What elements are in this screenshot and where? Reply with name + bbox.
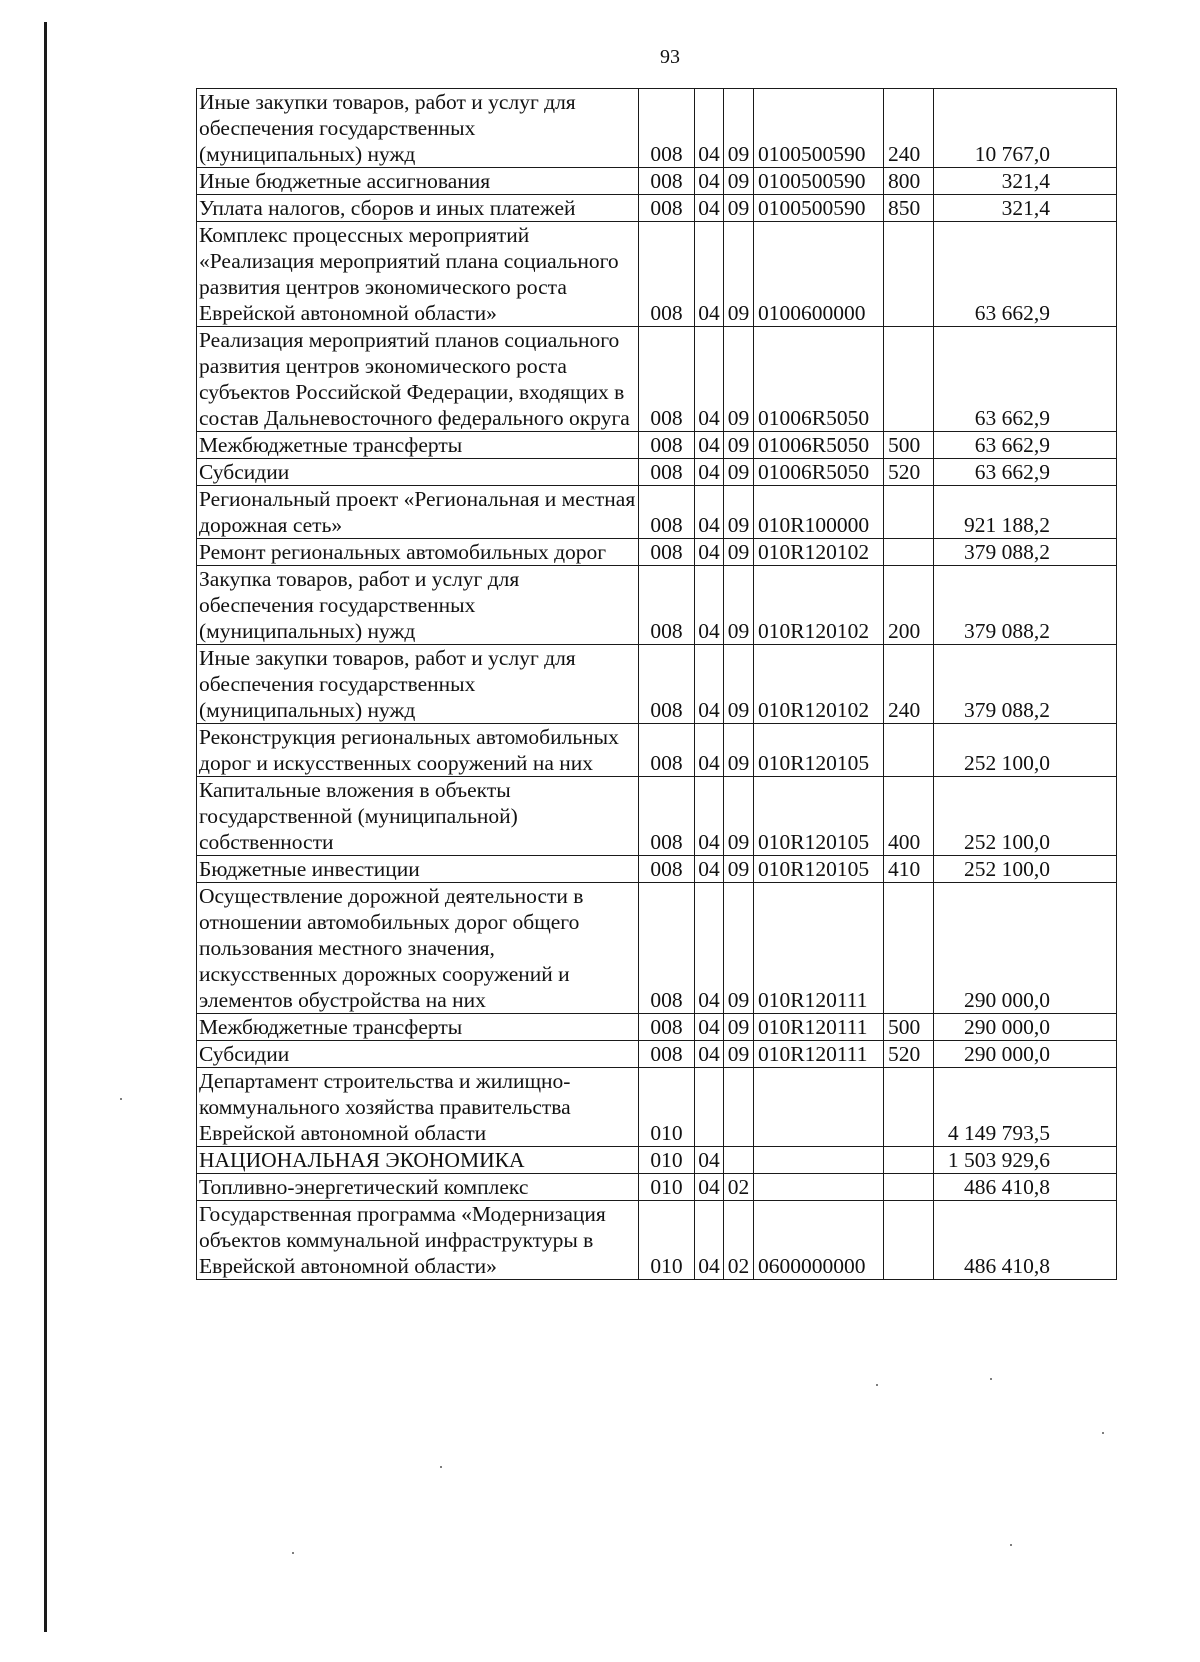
cell-ministry: 008 [639, 327, 695, 432]
cell-expense-type [884, 486, 934, 539]
cell-expense-type: 520 [884, 459, 934, 486]
cell-target-code: 0100500590 [754, 168, 884, 195]
cell-amount: 486 410,8 [934, 1174, 1117, 1201]
cell-name: Бюджетные инвестиции [197, 856, 639, 883]
cell-subsection: 09 [724, 777, 754, 856]
binding-margin-line [44, 22, 47, 1632]
table-row [197, 1147, 1117, 1174]
cell-target-code: 0100500590 [754, 195, 884, 222]
cell-target-code: 010R120102 [754, 566, 884, 645]
cell-expense-type [884, 222, 934, 327]
cell-subsection: 09 [724, 195, 754, 222]
cell-target-code: 0600000000 [754, 1201, 884, 1280]
table-row [197, 566, 1117, 645]
table-row [197, 539, 1117, 566]
cell-subsection: 09 [724, 486, 754, 539]
cell-expense-type [884, 327, 934, 432]
table-row [197, 195, 1117, 222]
scan-speck [292, 1552, 294, 1554]
cell-name: Субсидии [197, 459, 639, 486]
budget-table [196, 88, 1117, 1280]
cell-target-code: 01006R5050 [754, 327, 884, 432]
cell-subsection: 09 [724, 566, 754, 645]
cell-ministry: 008 [639, 883, 695, 1014]
cell-name: НАЦИОНАЛЬНАЯ ЭКОНОМИКА [197, 1147, 639, 1174]
cell-section: 04 [695, 1174, 724, 1201]
cell-amount: 252 100,0 [934, 777, 1117, 856]
cell-section: 04 [695, 777, 724, 856]
cell-ministry: 008 [639, 168, 695, 195]
cell-name: Топливно-энергетический комплекс [197, 1174, 639, 1201]
table-row [197, 432, 1117, 459]
table-row [197, 645, 1117, 724]
cell-subsection: 09 [724, 89, 754, 168]
table-row [197, 1174, 1117, 1201]
cell-amount: 10 767,0 [934, 89, 1117, 168]
cell-section: 04 [695, 222, 724, 327]
cell-subsection: 09 [724, 432, 754, 459]
cell-ministry: 008 [639, 566, 695, 645]
cell-ministry: 008 [639, 777, 695, 856]
scan-speck [120, 1098, 122, 1100]
table-row [197, 883, 1117, 1014]
cell-section: 04 [695, 1201, 724, 1280]
cell-ministry: 008 [639, 1014, 695, 1041]
cell-expense-type: 500 [884, 432, 934, 459]
cell-section: 04 [695, 432, 724, 459]
table-row [197, 1068, 1117, 1147]
table-row [197, 1014, 1117, 1041]
cell-section: 04 [695, 1014, 724, 1041]
cell-target-code: 0100600000 [754, 222, 884, 327]
cell-name: Региональный проект «Региональная и местная дорожная сеть» [197, 486, 639, 539]
cell-section: 04 [695, 539, 724, 566]
table-row [197, 168, 1117, 195]
cell-subsection: 02 [724, 1174, 754, 1201]
cell-section: 04 [695, 1041, 724, 1068]
cell-section: 04 [695, 1147, 724, 1174]
cell-name: Реализация мероприятий планов социального развития центров экономического роста субъектов Российской Федерации, входящих в состав Дальневосточного федерального округа [197, 327, 639, 432]
scan-speck [1102, 1432, 1104, 1434]
cell-target-code: 010R120105 [754, 856, 884, 883]
cell-amount: 63 662,9 [934, 432, 1117, 459]
scan-speck [990, 1378, 992, 1380]
cell-expense-type [884, 1201, 934, 1280]
cell-expense-type: 200 [884, 566, 934, 645]
cell-amount: 63 662,9 [934, 327, 1117, 432]
cell-expense-type: 850 [884, 195, 934, 222]
cell-name: Государственная программа «Модернизация объектов коммунальной инфраструктуры в Еврейской автономной области» [197, 1201, 639, 1280]
cell-name: Уплата налогов, сборов и иных платежей [197, 195, 639, 222]
cell-ministry: 008 [639, 195, 695, 222]
cell-section: 04 [695, 645, 724, 724]
cell-ministry: 010 [639, 1201, 695, 1280]
cell-target-code: 010R120111 [754, 1014, 884, 1041]
cell-ministry: 010 [639, 1068, 695, 1147]
scan-speck [876, 1384, 878, 1386]
cell-subsection: 09 [724, 645, 754, 724]
cell-target-code: 010R100000 [754, 486, 884, 539]
cell-expense-type: 240 [884, 89, 934, 168]
cell-section: 04 [695, 856, 724, 883]
cell-name: Капитальные вложения в объекты государственной (муниципальной) собственности [197, 777, 639, 856]
cell-section: 04 [695, 89, 724, 168]
cell-target-code [754, 1174, 884, 1201]
cell-amount: 1 503 929,6 [934, 1147, 1117, 1174]
cell-subsection: 09 [724, 222, 754, 327]
cell-target-code: 010R120111 [754, 883, 884, 1014]
cell-expense-type: 500 [884, 1014, 934, 1041]
cell-name: Департамент строительства и жилищно-коммунального хозяйства правительства Еврейской автономной области [197, 1068, 639, 1147]
table-body [197, 89, 1117, 1280]
cell-amount: 252 100,0 [934, 856, 1117, 883]
cell-amount: 290 000,0 [934, 1041, 1117, 1068]
table-row [197, 1041, 1117, 1068]
cell-name: Субсидии [197, 1041, 639, 1068]
cell-section: 04 [695, 327, 724, 432]
cell-amount: 379 088,2 [934, 566, 1117, 645]
cell-expense-type: 240 [884, 645, 934, 724]
cell-target-code: 0100500590 [754, 89, 884, 168]
cell-expense-type: 520 [884, 1041, 934, 1068]
cell-expense-type: 410 [884, 856, 934, 883]
cell-target-code [754, 1068, 884, 1147]
cell-amount: 321,4 [934, 168, 1117, 195]
table-row [197, 222, 1117, 327]
cell-amount: 4 149 793,5 [934, 1068, 1117, 1147]
table-row [197, 724, 1117, 777]
cell-amount: 63 662,9 [934, 222, 1117, 327]
cell-amount: 379 088,2 [934, 539, 1117, 566]
table-row [197, 856, 1117, 883]
cell-amount: 379 088,2 [934, 645, 1117, 724]
table-row [197, 89, 1117, 168]
table-row [197, 777, 1117, 856]
cell-name: Иные бюджетные ассигнования [197, 168, 639, 195]
cell-target-code [754, 1147, 884, 1174]
cell-expense-type [884, 1174, 934, 1201]
cell-amount: 486 410,8 [934, 1201, 1117, 1280]
cell-expense-type: 800 [884, 168, 934, 195]
cell-subsection: 09 [724, 1014, 754, 1041]
cell-target-code: 01006R5050 [754, 432, 884, 459]
cell-ministry: 008 [639, 222, 695, 327]
cell-subsection [724, 1147, 754, 1174]
cell-section: 04 [695, 168, 724, 195]
cell-subsection: 09 [724, 539, 754, 566]
page-number: 93 [660, 46, 680, 68]
cell-ministry: 008 [639, 856, 695, 883]
table-row [197, 1201, 1117, 1280]
cell-subsection [724, 1068, 754, 1147]
cell-ministry: 010 [639, 1147, 695, 1174]
cell-section: 04 [695, 883, 724, 1014]
cell-section: 04 [695, 566, 724, 645]
cell-amount: 252 100,0 [934, 724, 1117, 777]
cell-amount: 321,4 [934, 195, 1117, 222]
table-row [197, 486, 1117, 539]
cell-subsection: 09 [724, 724, 754, 777]
cell-name: Межбюджетные трансферты [197, 1014, 639, 1041]
cell-ministry: 008 [639, 432, 695, 459]
cell-section: 04 [695, 195, 724, 222]
cell-ministry: 010 [639, 1174, 695, 1201]
cell-name: Иные закупки товаров, работ и услуг для обеспечения государственных (муниципальных) нужд [197, 645, 639, 724]
cell-name: Ремонт региональных автомобильных дорог [197, 539, 639, 566]
cell-name: Реконструкция региональных автомобильных дорог и искусственных сооружений на них [197, 724, 639, 777]
scan-speck [440, 1466, 442, 1468]
cell-name: Осуществление дорожной деятельности в отношении автомобильных дорог общего пользования местного значения, искусственных дорожных сооружений и элементов обустройства на них [197, 883, 639, 1014]
cell-expense-type [884, 1068, 934, 1147]
cell-section: 04 [695, 486, 724, 539]
table-row [197, 327, 1117, 432]
cell-target-code: 010R120105 [754, 724, 884, 777]
cell-name: Иные закупки товаров, работ и услуг для обеспечения государственных (муниципальных) нужд [197, 89, 639, 168]
cell-ministry: 008 [639, 1041, 695, 1068]
cell-name: Комплекс процессных мероприятий «Реализация мероприятий плана социального развития центров экономического роста Еврейской автономной области» [197, 222, 639, 327]
cell-subsection: 09 [724, 168, 754, 195]
cell-target-code: 010R120102 [754, 539, 884, 566]
cell-section [695, 1068, 724, 1147]
cell-name: Межбюджетные трансферты [197, 432, 639, 459]
cell-subsection: 09 [724, 459, 754, 486]
cell-subsection: 09 [724, 856, 754, 883]
cell-amount: 921 188,2 [934, 486, 1117, 539]
cell-ministry: 008 [639, 459, 695, 486]
cell-ministry: 008 [639, 645, 695, 724]
cell-amount: 63 662,9 [934, 459, 1117, 486]
cell-subsection: 02 [724, 1201, 754, 1280]
cell-target-code: 010R120102 [754, 645, 884, 724]
cell-target-code: 01006R5050 [754, 459, 884, 486]
scan-speck [1010, 1544, 1012, 1546]
cell-section: 04 [695, 724, 724, 777]
cell-expense-type [884, 724, 934, 777]
cell-expense-type: 400 [884, 777, 934, 856]
cell-amount: 290 000,0 [934, 1014, 1117, 1041]
cell-subsection: 09 [724, 883, 754, 1014]
table-row [197, 459, 1117, 486]
cell-name: Закупка товаров, работ и услуг для обеспечения государственных (муниципальных) нужд [197, 566, 639, 645]
cell-target-code: 010R120105 [754, 777, 884, 856]
cell-expense-type [884, 883, 934, 1014]
cell-target-code: 010R120111 [754, 1041, 884, 1068]
cell-expense-type [884, 539, 934, 566]
cell-ministry: 008 [639, 89, 695, 168]
cell-subsection: 09 [724, 327, 754, 432]
cell-subsection: 09 [724, 1041, 754, 1068]
cell-ministry: 008 [639, 486, 695, 539]
cell-amount: 290 000,0 [934, 883, 1117, 1014]
cell-section: 04 [695, 459, 724, 486]
cell-expense-type [884, 1147, 934, 1174]
cell-ministry: 008 [639, 724, 695, 777]
cell-ministry: 008 [639, 539, 695, 566]
